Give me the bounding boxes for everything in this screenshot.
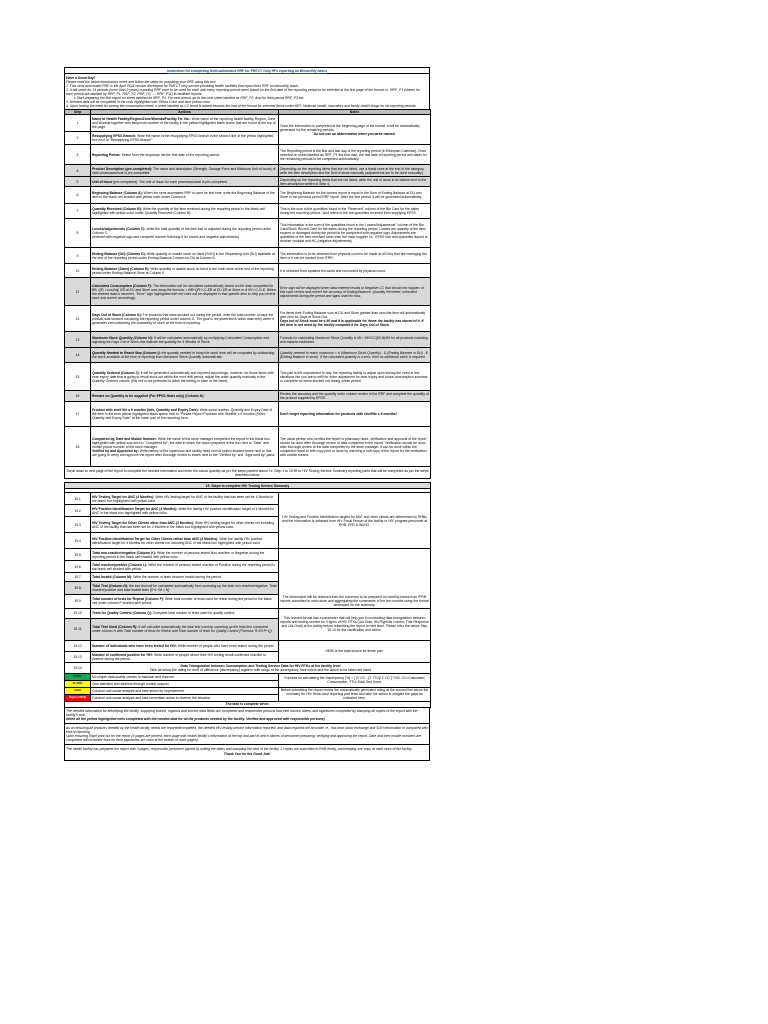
- step-action: [91, 549, 279, 561]
- action-title: Total non-reactive/negative (Column K):: [92, 550, 156, 555]
- action-title: Ending Balance (Store) (Column E):: [92, 266, 150, 271]
- step-action: [91, 204, 279, 219]
- action-title: Reporting Period:: [92, 152, 121, 157]
- step-action: [91, 115, 279, 132]
- step-action: [91, 177, 279, 187]
- step-action: [91, 391, 279, 402]
- action-text: Write the facility HIV positive identification target of 4 Months for ANC in the blank box highlighted with yellow color.: [92, 506, 275, 515]
- action-title: Ending Balance (DU) (Column D):: [92, 251, 146, 256]
- action-title: Product with shelf life ≤ 6 months (Info, Quantity and Expiry Date):: [92, 408, 199, 413]
- step-number: 19.6: [65, 561, 91, 573]
- action-title: Total Test (Column N):: [92, 584, 129, 589]
- step-note: The Beginning Balance for the current report is equal to the Sum of Ending Balance at DU and Store in the previous period RRF report. After the first period, it will be generated automatically.: [279, 187, 431, 204]
- table-row: [65, 264, 431, 278]
- step-number: 19.3: [65, 517, 91, 533]
- action-note: (entered with negative sign and complete number following it for losses and negative adjustments): [92, 235, 240, 240]
- step-note: HIV Testing and Positive identification targets for ANC and other clients are determined by RHBs and the information is obtained from HIV Focal Person of the facility or HIV program personnel at RHB, ZHD & WoHO.: [279, 493, 431, 549]
- step-note: Don't forget reporting information for products with shelflife ≤ 6 months!: [279, 402, 431, 427]
- step-action: [91, 427, 279, 467]
- table-row: [65, 278, 431, 306]
- action-text: The information will be calculated automatically based on the data completed for BB, QR, Loss/Adj, EB at DU and Store and using the formula: = BB+QR+/-C-EB at DU-EB at Store or A+B+/-C-D-E. When the entered data is incorrect, "Error" sign highlighted with red color will be displayed in that specific item to help you review back and correct accordingly.: [92, 283, 276, 300]
- legend-text: Conduct root cause analysis and take action for improvement: [91, 687, 279, 694]
- header-actions: Actions: [91, 110, 279, 115]
- step-action: [91, 533, 279, 549]
- header-step: Step: [65, 110, 91, 115]
- intro-line: Please read the below introductory notes and follow the steps for preparing your RRF using this tool: [66, 80, 216, 85]
- action-text: Write number of people who have been tested during the period.: [176, 643, 275, 648]
- note-emphasis: Days out of Stock must be ≤ 60 and it is applicable for items the facility has stored of it. If the item is not used by the facility complete it for Days Out of Stock.: [280, 318, 424, 327]
- footer-line: As an ensuring all products needed by the health facility needs are reported/completed, the needed HIV testing service information reported, and data required are accurate i.e., has near stock exchange and SOH information in compared with end of reporting.: [66, 725, 428, 734]
- step-note: Formula for calculating Maximum Stock Quantity is MI= 4/6*CC/(60-N)/60 for all products including anti-malaria medicines.: [279, 332, 431, 348]
- table-row: [65, 204, 431, 219]
- legend-swatch-green: ≤10%: [65, 673, 91, 680]
- step-number: 10: [65, 264, 91, 278]
- step-number: 19.9: [65, 595, 91, 609]
- step-action: [91, 332, 279, 348]
- action-title: Remark on Quantity to be supplied (For EPSS Hubs only) (Column K):: [92, 394, 205, 399]
- step-action: [91, 132, 279, 145]
- action-title: Maximum Stock Quantity (Column H):: [92, 335, 153, 340]
- action-title: Tests for Quality Control (Column Q):: [92, 611, 153, 616]
- table-row: [65, 467, 431, 479]
- action-text: It will be calculated automatically by multiplying Calculated Consumption and adjusting for Days Out of Stock that indicate the quantity for 4 Months of Stock.: [92, 335, 269, 344]
- intro-line: 4. Upon having the need for seeing the consumption trend: a sheet labelled as CC trend is added towards the end of the format for selected items under ART, Maternal health, laboratory and family health drugs for six reporting periods.: [66, 104, 417, 109]
- step-number: 19.1: [65, 493, 91, 505]
- step-number: 5: [65, 177, 91, 187]
- step-action: [91, 505, 279, 517]
- table-row: [65, 363, 431, 391]
- step-number: 6: [65, 187, 91, 204]
- legend-swatch-yellow: 11-20%: [65, 680, 91, 687]
- action-text: Write name of the reporting health facility, Region, Zone and Woreda together with telephone number of the facility in the yellow highlighted blank boxes that are found at the top of the page.: [92, 117, 276, 130]
- action-title: Product Description (pre-completed):: [92, 166, 153, 171]
- step-note: The information will be obtained from the summary to be prepared on monthly bases from IPRR reports submitted to main store and aggregating the summaries of the two months using the format developed for the summary.: [280, 595, 429, 608]
- action-text: the tool test will be calculated automatically from summing up the total non-reactive/negative, Total reactive/positive and total invalid tests (K+L+M = N): [92, 584, 277, 593]
- step-number: 2: [65, 132, 91, 145]
- legend-row: [65, 673, 431, 680]
- table-row: [65, 219, 431, 248]
- step-number: 3: [65, 145, 91, 165]
- table-row: [65, 549, 431, 561]
- table-row: [65, 248, 431, 264]
- table-row: [65, 640, 431, 651]
- action-note: Before submitting the report review the automatically generated rating at the second line below the summary for HIV Tests used reporting part tests and take the action to mitigate the gaps as indicated here.: [279, 687, 431, 701]
- action-title: Beginning Balance (Column A):: [92, 191, 143, 196]
- footer-note: [64, 708, 430, 724]
- step-note: Error sign will be displayed when data entered results in Negative CC that should not happen. In this case review and correct the accuracy of Ending Balance, Quantity Received, unlocated adjustments during the period and signs used for loss.: [279, 278, 431, 306]
- triangulation-header: [91, 662, 431, 673]
- table-row: [65, 145, 431, 165]
- step-action: [91, 493, 279, 505]
- action-title: Quantity Needed to Reach Max (Column I):: [92, 351, 161, 356]
- triangulation-subtitle: Take as below the rating for level of difference (discrepancy) together with range of the discrepancy, their colors and the action to be taken are listed: [149, 667, 372, 672]
- table-row: [65, 115, 431, 132]
- step-note: Depending on the reporting items that are not listed, use a blank rows at the end of the category, write the item description and the Unit of Issue manually (adjustments are to be done manually).: [279, 165, 431, 177]
- table-row: [65, 493, 431, 505]
- action-title: Unit of Issue: [92, 179, 113, 184]
- sheet-title: Instruction for completing Semi-automated RRF for PMTCT Only HFs reporting on Bimonthly bases: [64, 67, 430, 74]
- action-text: Write the total quantity of the item lost or adjusted during the reporting period under Column C.: [92, 227, 272, 236]
- step-number: 19.14: [65, 662, 91, 673]
- action-text: Write quantity of usable stock on hand in the main store at the end of the reporting period under Ending Balance Store at Column E.: [92, 266, 274, 275]
- step-note: This information is the sum of the quantities found in the Losses/Adjustments" column of the Bin Card/Stock Record Card for the dates during the reporting period. Losses are quantity of the item expired or damaged during the period to be completed with negative sign. Adjustments are quantities of the item received other than the main supplier i.e., EPSS hub and quantities issued to another hospital and HC (negative adjustments).: [279, 219, 431, 248]
- step-number: 4: [65, 165, 91, 177]
- action-title: Quantity Received (Column B):: [92, 207, 142, 212]
- table-row: [65, 332, 431, 348]
- action-title: HIV Testing Target for Other Clients other than ANC (4 Months):: [92, 520, 195, 525]
- note-text: For items their Ending Balance sum at DU and Store greater than zero,the item will automatically give zero for Days of Stock Out.: [280, 310, 426, 319]
- step-action: [91, 561, 279, 573]
- action-text: Write HIV testing target for ANC of the facility that has been set for 4 Months in the blank box highlighted with yellow color.: [92, 494, 274, 503]
- step-note: HMIS is the data source for these part.: [279, 640, 431, 662]
- action-text: Write the number of tests become invalid during the period.: [132, 575, 222, 580]
- table-row: [65, 608, 431, 618]
- action-text: When the semi automated RRF is used for first time, write the Beginning Balance of the item in the blank cell shaded with yellow color under Column A.: [92, 191, 275, 200]
- step-note: It is obtained from updated bin cards and reconciled by physical count.: [279, 264, 431, 278]
- step-note: Review the accuracy and the quantity order column review of the RRF and complete the quantity of the product supplied by EPSS.: [280, 392, 429, 401]
- action-text: Write the number of persons tested reactive or Positive during the reporting period in the blank cell shaded with yellow.: [92, 562, 276, 571]
- step-number: 19.8: [65, 582, 91, 595]
- action-text: Write quantity of usable stock on hand (SOH) in the Dispensing Unit (DU) available at the end of the reporting period under Ending Balance Column for DU at Column D.: [92, 251, 275, 260]
- step-action: [91, 608, 279, 618]
- action-title: Completed by, Date and Mobile Number:: [92, 436, 157, 441]
- step-number: 19.12: [65, 640, 91, 651]
- footer-line: When all the yellow highlighted cells completed with the needed data for all the products needed by the facility. Verified and approved with responsible persons): [66, 716, 325, 721]
- action-text: Complete total number of tests used for quality control.: [152, 611, 236, 616]
- step-number: 19.7: [65, 573, 91, 582]
- table-row: [65, 165, 431, 177]
- action-title: Total Invalid (Column M):: [92, 575, 133, 580]
- step-number: 19.4: [65, 533, 91, 549]
- step-action: [91, 595, 279, 609]
- action-title: Name of Health Facility/Region/Zone/Woreda/Facility Tel. No.:: [92, 117, 191, 122]
- step-note: The Reporting period is the first and last day of the reporting period (in Ethiopian Calendar). Once selected on sheet labelled as RRF_P1 the first date, the last date of reporting period and dates for the remaining periods to be completed automatically.: [279, 145, 431, 165]
- step-action: [91, 582, 279, 595]
- thanks-line: Thank You for the Good Job!: [223, 752, 271, 757]
- table-row: [65, 177, 431, 187]
- legend-text: No simple data quality checks to maintain and improve: [91, 673, 279, 680]
- action-title: Days Out of Stock (Column G):: [92, 312, 142, 317]
- action-text: It will be generated automatically and reported accordingly; however, for those items with near expiry date that is going to result stock out within the next refill period, adjust the order quantity manually in the Quantity Ordered column (this cell is not protected to allow the editing in case of the need).: [92, 370, 274, 383]
- legend-row: [65, 687, 431, 694]
- step-number: 8: [65, 219, 91, 248]
- step-number: 1: [65, 115, 91, 132]
- step-action: [91, 248, 279, 264]
- step-action: [91, 219, 279, 248]
- step-note: Depending on the reporting items that are not listed, write the unit of issue in its blanks next to the item description written in Step 4.: [279, 177, 431, 187]
- intro-line: c Start preparing the first report on sheet labelled as RRF_P1. For next period, go to the next sheet labelled as RRF_P2, And for third period RRF_P3 etc.: [74, 96, 305, 101]
- scroll-note: Scroll down to next page of the report to complete the needed information and enter the actual quantity as per the steps pointed above i.e. Step 1 to 18 89 to HIV Testing Service Summary reporting parts that will be completed as per the steps described below.: [66, 468, 429, 477]
- table-row: [65, 306, 431, 332]
- action-text: (pre-completed): The unit of issue for each pharmaceutical is pre-completed.: [112, 179, 229, 184]
- intro-heading: Have a Good Day!: [66, 76, 96, 80]
- action-text: Write the name of the resupplying EPSS branch in the second line of the yellow highlighted box next to "Resupplying EPSS Branch": [92, 134, 274, 143]
- task-complete-heading: The task is complete when:: [65, 701, 431, 707]
- legend-text: Conduct root cause analysis and take immediate action to reverse the situation: [91, 694, 279, 701]
- footer-line: The needed information for identifying the facility, supplying branch, logistics and service data fields are completed and responsible persons had their names, dates, and signatures completed by stamping all copies of the report with the facility's seal.: [66, 708, 418, 717]
- note-emphasis: Do not use an abbreviation when you write names!: [313, 131, 396, 136]
- table-row: [65, 427, 431, 467]
- action-text: the quantity needed to bring the stock level will be computed by subtracting the stock available at the time of reporting from Maximum Stock Quantity automatically.: [92, 351, 275, 360]
- instruction-sheet: [64, 67, 430, 761]
- intro-line: 2. It will serve for 14 periods (more than 2 years) reporting RRF each to be used for each and every reporting period when based on the first date of the reporting period to be selected at the first page of the format i.e. RRF_P1 (sheets for each period are labelled by RRF_P1, RRF_P2, RRF_P3, ..., RRF_P11) to facilitate reports.: [66, 88, 421, 97]
- action-text: Select from the dropdown list the first date of the reporting period.: [120, 152, 220, 157]
- header-notes: Notes: [279, 110, 431, 115]
- action-title: Number of individuals who have been tested for HIV:: [92, 643, 177, 648]
- intro-line: 3. Needed data will be completed in the cells highlighted with Yellow Color and face yellow color.: [66, 100, 211, 105]
- step-number: 15: [65, 363, 91, 391]
- section-title: 19. Steps to complete HIV Testing Service Summary: [65, 483, 431, 489]
- action-text: It will calculate automatically the total test used by summing up the total test computed under column N with Total number of tests for Retest and Total number of tests for Quality Control (Formula: R=N+P+Q).: [92, 625, 273, 634]
- step-note: This part is left unprotected to help the reporting facility to adjust upon seeing the need in few situations like you are to refill for order adjustment for near expiry and future consumption increase or complete for items stocked out during whole period.: [279, 363, 431, 391]
- action-text: Write number of people whom their HIV testing result confirmed reactive or positive during the period.: [92, 652, 267, 661]
- step-number: 9: [65, 248, 91, 264]
- step-number: 13: [65, 332, 91, 348]
- action-title: Calculated Consumption (Column F):: [92, 283, 152, 288]
- table-row: [65, 595, 431, 609]
- legend-swatch-red: High (>30%): [65, 694, 91, 701]
- step-action: [91, 573, 279, 582]
- action-title: Total Test Used (Column R):: [92, 625, 138, 630]
- step-action: [91, 651, 279, 662]
- action-text: Write the number of persons tested Non-reactive or Negative during the reporting period in the blank cell shaded with yellow color.: [92, 550, 265, 559]
- step-number: 19.2: [65, 505, 91, 517]
- step-number: 7: [65, 204, 91, 219]
- step-number: 14: [65, 348, 91, 363]
- step-number: 18: [65, 427, 91, 467]
- action-title: HIV Positive Identification Target for ANC (4 Months):: [92, 506, 178, 511]
- step-note: This revised format has a parameter that will help you in conducting data triangulation between reports and testing service for 3 types of HIV RTKs (Uni-Gold, HIV/Syphilis Combo, First Response and Uni-Gold) at the facility before submitting the report to next level. Please refer the below Step 19.14 for the clarification and action.: [279, 608, 431, 640]
- step-action: [91, 402, 279, 427]
- action-text: Write the facility HIV positive identification target for 4 Months for other clients not including ANC in the blank box highlighted with yellow color.: [92, 536, 263, 545]
- action-text: The name and description (Strength, Dosage Form and Minimum Unit of Issue) of each pharmaceutical is pre-completed.: [92, 166, 276, 175]
- step-action: [91, 187, 279, 204]
- action-title: Resupplying EPSS Branch:: [92, 134, 137, 139]
- footer-note: [64, 745, 430, 761]
- table-row: [65, 402, 431, 427]
- action-text: Write HIV testing target for other clients not including ANC of the facility that has been set for 4 Months in the blank box highlighted with yellow color.: [92, 520, 275, 529]
- table-row: [65, 391, 431, 402]
- action-title: Quantity Ordered (Column J):: [92, 370, 140, 375]
- step-number: 19.13: [65, 651, 91, 662]
- footer-note: [64, 724, 430, 745]
- action-text: Write the name of the store manager completed the report in the blank box highlighted with yellow and next to "Completed by", the date in which the report prepared in the box next to "Date" and mobile phone number of the store manager.: [92, 436, 270, 449]
- action-note: The goal is not protected to allow data entry when it generates zero balancing the availability of stock at the time of reporting.: [92, 316, 274, 325]
- note-text: Once the information is completed at the beginning page of the format, it will be automatically generated for the remaining periods.: [280, 123, 420, 132]
- formula-note: Formula for calculating the Discrepancy (%) = [ (Σ CC - (Σ TTU)/ Σ CC ] *100. CC=Calculated Consumption, TTU=Total Test Used.: [279, 673, 431, 687]
- step-number: 19.11: [65, 618, 91, 640]
- action-text: For products that were stocked out during the period, write the total number of days the product was stocked out during the reporting period under column G.: [92, 312, 274, 321]
- step-number: 16: [65, 391, 91, 402]
- action-title: Losses/Adjustments (Column C):: [92, 227, 146, 232]
- step-number: 12: [65, 306, 91, 332]
- step-note: [279, 115, 431, 145]
- action-text: Write names of the supervisor and facility head next to yellow shaded boxes next to that are going to verify and approve the report after thorough review to boxes next to the "Verified by" and "Approved by" parts.: [92, 448, 276, 457]
- triangulation-title: Data Triangulation between Consumption and Testing Service Data for HIV RTKs at the facility level: [180, 663, 341, 668]
- step-action: [91, 165, 279, 177]
- step-number: 19.10: [65, 608, 91, 618]
- step-action: [91, 640, 279, 651]
- action-text: Write the quantity of the item received during the reporting period in the blank cell highlighted with yellow color under Quantity Received (Column B).: [92, 207, 265, 216]
- step-note: The information is to be obtained from physical count to be made at all DUs that are managing the item or it can be tracked from IFRR.: [279, 248, 431, 264]
- step-note: This is the sum of the quantities found in the "Received" column of the Bin Card for the dates during the reporting period. "And refers to the the quantities received from supplying EPSS.: [279, 204, 431, 219]
- intro-line: 1. This semi-automated RRF is the April 2024 version developed for PMTCT only service providing health facilities that report their RRF on bimonthly basis.: [66, 84, 299, 89]
- action-text: Write total number of tests used for retest during the period in the blank cell under column P shaded with yellow.: [92, 597, 272, 606]
- step-action: [91, 306, 279, 332]
- action-title: Total reactive/positive (Column L):: [92, 562, 148, 567]
- step-note: [279, 306, 431, 332]
- step-note: The usual person who verifies the report is pharmacy head. Verification and approval of the report should be done after thorough review of data completed in the report. Verification should be done after thorough review of the data completed by the store manager. It can be done within the completed report in soft copy print or done by checking a soft copy of the report for the verification with mobile means.: [279, 427, 431, 467]
- table-row: [65, 701, 431, 707]
- step-action: [91, 363, 279, 391]
- step-note-blank: [279, 549, 431, 595]
- step-number: 19.5: [65, 549, 91, 561]
- action-title: Total number of tests for Repeat (Column P):: [92, 597, 165, 602]
- step-action: [91, 278, 279, 306]
- action-title: Verified by and Approved by:: [92, 448, 139, 453]
- step-action: [91, 517, 279, 533]
- action-title: Number of confirmed positive for HIV:: [92, 652, 154, 657]
- step-number: 17: [65, 402, 91, 427]
- footer-line: Upon ensuring Right print out for the report (4 pages are printed, each page with health facility's information at the top and part in which names of personnel preparing, verifying and approving the report, Date and their mobile numbers are completed with brownee lines for their signatures are seen at the bottom of each pages).: [66, 733, 422, 742]
- action-title: HIV Testing Target for ANC (4 Months):: [92, 494, 155, 499]
- step-number: 11: [65, 278, 91, 306]
- footer-line: The health facility has prepared the report with 3 pages; responsible personnel signed by writing the dates and stamping the seal of the facility. 2 copies are submitted to RHB timely, and keeping one copy at main store of the facility.: [66, 746, 413, 751]
- step-action: [91, 618, 279, 640]
- step-action: [91, 348, 279, 363]
- table-row: [65, 348, 431, 363]
- action-text: Write serial number, Quantity and Expiry Date of the item in the form yellow highlighted blank space next to "Please Report Products with Shelflife ≤ 6 months (Sr/No, Quantity and Expiry Date" at the lower part of the reporting form.: [92, 408, 273, 421]
- intro-notes: [64, 74, 430, 109]
- steps-table: [64, 109, 431, 708]
- legend-swatch-yellow: >20%: [65, 687, 91, 694]
- table-row: [65, 662, 431, 673]
- step-action: [91, 264, 279, 278]
- legend-text: Give attention and address through routine support: [91, 680, 279, 687]
- table-row: [65, 187, 431, 204]
- step-action: [91, 145, 279, 165]
- action-title: HIV Positive Identification Target for Other Clients rather than ANC (4 Months):: [92, 536, 219, 541]
- step-note: Quantity needed to reach maximum = H (Maximum Stock Quantity) - D (Ending Balance in DU) - E (Ending Balance in store). If the calculated quantity is a zero, then no additional stock is required.: [279, 348, 431, 363]
